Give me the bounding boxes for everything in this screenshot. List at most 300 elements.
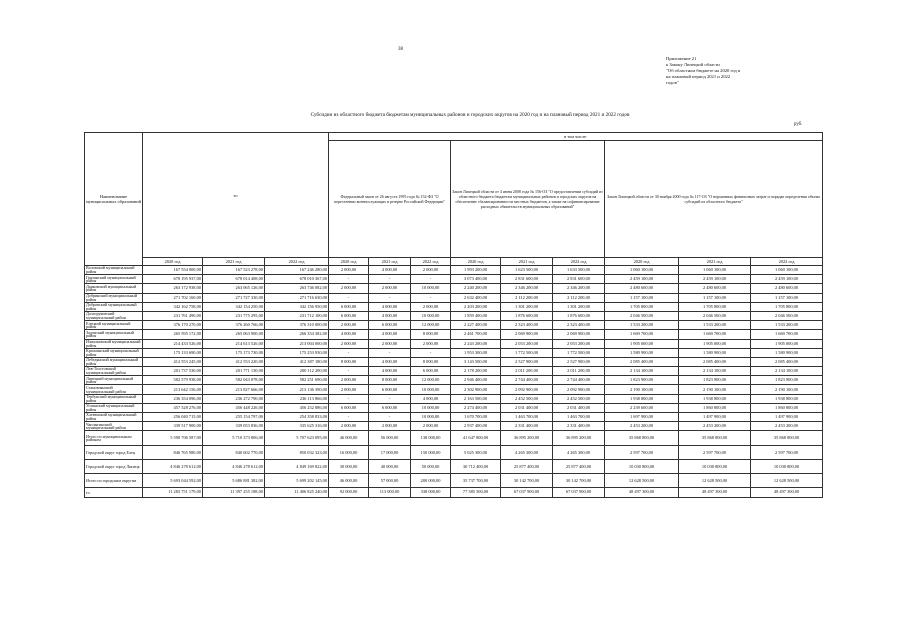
table-row [85, 266, 823, 275]
table-cell: 1 823 900,00 [751, 376, 823, 385]
table-cell: 2 453 200,00 [605, 422, 679, 431]
table-cell: - [411, 293, 451, 302]
table-cell: 1 860 800,00 [751, 403, 823, 412]
table-row [85, 367, 823, 376]
table-cell: 50 000,00 [411, 460, 451, 474]
table-cell: 11 283 751 179,00 [143, 488, 203, 497]
table-cell: - [329, 275, 369, 284]
row-name: Усманский муниципальный район [85, 403, 143, 412]
table-cell: 2 163 500,00 [451, 394, 501, 403]
table-cell: 2 011 200,00 [553, 367, 605, 376]
table-cell: 1 823 900,00 [605, 376, 679, 385]
table-cell: 35 737 700,00 [451, 474, 501, 488]
table-cell: 200 000,00 [411, 474, 451, 488]
table-cell: 2 240 200,00 [451, 284, 501, 293]
subsidy-table [84, 132, 823, 498]
table-row [85, 394, 823, 403]
row-name: Городской округ город Елец [85, 446, 143, 460]
table-cell: 2 046 500,00 [605, 311, 679, 320]
table-cell: 342 154 250,00 [203, 302, 265, 311]
table-cell: 2 134 100,00 [751, 367, 823, 376]
table-cell: 2 000,00 [411, 266, 451, 275]
table-cell: 48 497 300,00 [679, 488, 751, 497]
table-cell: 30 142 700,00 [553, 474, 605, 488]
table-cell: 6 000,00 [329, 403, 369, 412]
table-cell: 1 905 000,00 [605, 339, 679, 348]
table-cell: - [369, 275, 411, 284]
table-cell: 1 463 700,00 [501, 413, 553, 422]
table-cell: 339 053 836,00 [203, 422, 265, 431]
table-cell: 4 265 300,00 [553, 446, 605, 460]
table-cell: 254 358 833,00 [265, 413, 329, 422]
table-cell: 582 579 938,00 [143, 376, 203, 385]
year-header: 2022 год [265, 258, 329, 266]
table-cell: 231 712 100,00 [265, 311, 329, 320]
table-cell: 213 004 000,00 [265, 339, 329, 348]
table-cell: 2 134 100,00 [605, 367, 679, 376]
table-cell: 48 497 300,00 [605, 488, 679, 497]
row-name: Липецкий муниципальный район [85, 376, 143, 385]
year-header: 2021 год [501, 258, 553, 266]
header-including: в том числе: [329, 133, 823, 141]
table-cell: 12 628 500,00 [751, 474, 823, 488]
table-cell: 10 030 800,00 [751, 460, 823, 474]
table-cell: 2 000,00 [369, 339, 411, 348]
table-cell: 5 699 202 145,00 [265, 474, 329, 488]
table-cell: 1 580 900,00 [679, 348, 751, 357]
year-header: 2022 год [751, 258, 823, 266]
table-cell: 1 301 200,00 [553, 302, 605, 311]
year-header: 2020 год [451, 258, 501, 266]
table-row [85, 311, 823, 320]
table-cell: 150 000,00 [411, 446, 451, 460]
table-cell: 4 000,00 [369, 302, 411, 311]
row-name: Измалковский муниципальный район [85, 339, 143, 348]
table-cell: 1 670 700,00 [451, 413, 501, 422]
table-cell: 10 000,00 [411, 403, 451, 412]
table-cell: 2 190 100,00 [751, 385, 823, 394]
table-cell: 92 000,00 [329, 488, 369, 497]
header-total-column: то [143, 133, 329, 258]
table-cell: 2 597 700,00 [679, 446, 751, 460]
table-cell: 1 876 600,00 [501, 311, 553, 320]
table-cell: 1 533 200,00 [751, 321, 823, 330]
table-cell: 255 154 797,00 [203, 413, 265, 422]
table-cell: 456 448 226,00 [203, 403, 265, 412]
table-cell: 2 178 200,00 [451, 367, 501, 376]
table-cell: 10 000,00 [411, 311, 451, 320]
table-cell: 4 000,00 [369, 311, 411, 320]
table-cell: 231 761 490,00 [143, 311, 203, 320]
table-cell: 2 527 900,00 [501, 357, 553, 366]
table-cell: 2 000,00 [411, 339, 451, 348]
table-cell: 263 746 082,00 [265, 284, 329, 293]
table-cell: 30 712 400,00 [451, 460, 501, 474]
table-cell: 2 831 600,00 [501, 275, 553, 284]
table-cell: 214 433 526,00 [143, 339, 203, 348]
table-cell: 2 227 400,00 [451, 321, 501, 330]
table-cell: 2 000,00 [329, 376, 369, 385]
row-name: го [85, 488, 143, 497]
table-cell: 2 203 200,00 [451, 302, 501, 311]
table-cell: 1 953 300,00 [451, 348, 501, 357]
table-cell: 1 860 800,00 [679, 403, 751, 412]
table-cell: 30 000,00 [329, 460, 369, 474]
table-cell: 1 157 100,00 [751, 293, 823, 302]
table-cell: 2 000,00 [329, 385, 369, 394]
table-cell: 2 134 100,00 [679, 367, 751, 376]
table-cell: 4 000,00 [369, 330, 411, 339]
table-cell: 2 000,00 [329, 284, 369, 293]
table-row [85, 321, 823, 330]
table-cell: - [369, 413, 411, 422]
header-group-2: Закон Липецкой области от 4 июня 2008 года № 156-ОЗ "О предоставлении субсидий из областного бюджета бюджетам муниципальных районов и городских округов на обеспечение сбалансированности местных бюджетов, а также на софинансирование расходных обязательств муниципальных образований" [451, 141, 605, 258]
table-cell: 376 260 766,00 [203, 321, 265, 330]
row-name: Городской округ город Липецк [85, 460, 143, 474]
table-cell: 2 031 400,00 [553, 403, 605, 412]
table-cell: 1 669 700,00 [605, 330, 679, 339]
table-row [85, 357, 823, 366]
table-cell: 113 000,00 [369, 488, 411, 497]
table-cell: 56 000,00 [369, 431, 411, 446]
table-cell: 200 112 200,00 [265, 367, 329, 376]
page-number: 38 [398, 47, 403, 52]
table-cell: 4 000,00 [369, 266, 411, 275]
table-cell: 335 625 316,00 [265, 422, 329, 431]
table-cell: 25 877 400,00 [553, 460, 605, 474]
table-cell: 77 385 500,00 [451, 488, 501, 497]
table-cell: 2 190 100,00 [679, 385, 751, 394]
table-cell: 2 480 600,00 [605, 284, 679, 293]
table-cell: - [329, 293, 369, 302]
table-cell: 339 517 900,00 [143, 422, 203, 431]
table-cell: 6 000,00 [329, 311, 369, 320]
table-cell: 16 000,00 [329, 446, 369, 460]
table-cell: 2 112 200,00 [501, 293, 553, 302]
table-cell: 2 946 400,00 [451, 376, 501, 385]
table-cell: 10 000,00 [411, 385, 451, 394]
table-cell: 1 905 000,00 [751, 339, 823, 348]
table-cell: 1 772 500,00 [553, 348, 605, 357]
table-cell: 213 642 156,00 [143, 385, 203, 394]
table-cell: 11 397 255 188,00 [203, 488, 265, 497]
table-cell: 2 085 400,00 [679, 357, 751, 366]
table-cell: 5 590 706 587,00 [143, 431, 203, 446]
table-cell: 2 000,00 [329, 339, 369, 348]
table-cell: 30 142 700,00 [501, 474, 553, 488]
unit-label: руб. [794, 122, 803, 127]
table-cell: 2 331 400,00 [501, 422, 553, 431]
table-row [85, 339, 823, 348]
table-cell: 678 010 367,00 [265, 275, 329, 284]
row-name: Лев-Толстовский муниципальный район [85, 367, 143, 376]
table-cell: 265 595 172,00 [143, 330, 203, 339]
table-row [85, 460, 823, 474]
table-cell: 2 459 100,00 [679, 275, 751, 284]
table-row [85, 293, 823, 302]
row-name: Елецкий муниципальный район [85, 321, 143, 330]
table-cell: 846 765 980,00 [143, 446, 203, 460]
row-name: Долгоруковский муниципальный район [85, 311, 143, 320]
table-cell: 1 533 200,00 [605, 321, 679, 330]
year-header: 2020 год [143, 258, 203, 266]
table-cell: 1 633 500,00 [553, 266, 605, 275]
table-cell: 8 000,00 [411, 330, 451, 339]
table-cell: 4 265 300,00 [501, 446, 553, 460]
table-cell: 2 323 400,00 [553, 321, 605, 330]
table-cell: 5 686 881 382,00 [203, 474, 265, 488]
table-cell: 1 060 100,00 [605, 266, 679, 275]
table-cell: 271 716 630,00 [265, 293, 329, 302]
table-cell: 2 000,00 [329, 321, 369, 330]
table-row [85, 330, 823, 339]
table-cell: 10 000,00 [411, 284, 451, 293]
row-name: Чаплыгинский муниципальный район [85, 422, 143, 431]
year-header: 2020 год [605, 258, 679, 266]
table-cell: 138 000,00 [411, 431, 451, 446]
table-cell: 256 040 715,00 [143, 413, 203, 422]
table-cell: 8 000,00 [411, 357, 451, 366]
table-cell: 338 000,00 [411, 488, 451, 497]
table-row [85, 488, 823, 497]
table-cell: 678 195 937,00 [143, 275, 203, 284]
table-cell: 5 025 300,00 [451, 446, 501, 460]
table-cell: 6 000,00 [369, 385, 411, 394]
table-cell: 2 459 100,00 [605, 275, 679, 284]
appendix-line: к Закону Липецкой области [666, 62, 720, 67]
table-cell: 412 553 245,00 [143, 357, 203, 366]
table-cell: - [329, 413, 369, 422]
table-row [85, 275, 823, 284]
table-cell: 12 628 500,00 [679, 474, 751, 488]
table-cell: 2 346 200,00 [501, 284, 553, 293]
table-cell: 263 065 126,00 [203, 284, 265, 293]
table-cell: 36 895 200,00 [501, 431, 553, 446]
year-header: 2022 год [411, 258, 451, 266]
table-cell: 167 554 000,00 [143, 266, 203, 275]
table-cell: 2 480 600,00 [679, 284, 751, 293]
table-cell: 1 938 800,00 [605, 394, 679, 403]
table-cell: 35 868 800,00 [751, 431, 823, 446]
table-cell: 582 251 690,00 [265, 376, 329, 385]
table-cell: 457 528 276,00 [143, 403, 203, 412]
table-cell: 2 000,00 [369, 284, 411, 293]
table-cell: 4 846 278 612,00 [143, 460, 203, 474]
header-group-1: Федеральный закон от 26 августа 1995 года № 152-ФЗ "О переселении военнослужащих в резерве Российской Федерации" [329, 141, 451, 258]
row-name: Данковский муниципальный район [85, 284, 143, 293]
table-cell: 2 937 400,00 [451, 422, 501, 431]
table-cell: 1 497 900,00 [679, 413, 751, 422]
table-cell: 456 252 886,00 [265, 403, 329, 412]
table-cell: 2 046 500,00 [679, 311, 751, 320]
year-header: 2021 год [679, 258, 751, 266]
table-cell: 4 000,00 [369, 367, 411, 376]
table-cell: 48 497 300,00 [751, 488, 823, 497]
year-header: 2022 год [553, 258, 605, 266]
table-cell: 10 000,00 [411, 413, 451, 422]
table-cell: 1 157 100,00 [605, 293, 679, 302]
table-cell: 2 069 900,00 [501, 330, 553, 339]
table-cell: 3 143 500,00 [451, 357, 501, 366]
table-row [85, 302, 823, 311]
table-cell: 2 085 400,00 [605, 357, 679, 366]
table-cell: 12 628 500,00 [605, 474, 679, 488]
appendix-line: "Об областном бюджете на 2020 год и [666, 68, 741, 73]
table-cell: 2 597 700,00 [605, 446, 679, 460]
table-cell: 2 239 600,00 [605, 403, 679, 412]
table-cell: 2 459 100,00 [751, 275, 823, 284]
header-name-column: Наименование муниципальных образований [85, 133, 143, 266]
row-name: Добровский муниципальный район [85, 302, 143, 311]
table-cell: 2 452 500,00 [553, 394, 605, 403]
table-row [85, 284, 823, 293]
table-cell: 10 030 800,00 [679, 460, 751, 474]
table-cell: 2 092 900,00 [553, 385, 605, 394]
table-cell: 4 000,00 [411, 394, 451, 403]
table-cell: 236 272 790,00 [203, 394, 265, 403]
table-cell: 2 632 400,00 [451, 293, 501, 302]
table-cell: 582 043 078,00 [203, 376, 265, 385]
table-cell: 4 849 169 822,00 [265, 460, 329, 474]
table-cell: 376 310 000,00 [265, 321, 329, 330]
table-cell: 1 859 400,00 [451, 311, 501, 320]
table-cell: 8 000,00 [329, 357, 369, 366]
table-cell: 12 000,00 [411, 376, 451, 385]
table-cell: 2 000,00 [411, 302, 451, 311]
table-cell: - [369, 394, 411, 403]
table-cell: 214 613 526,00 [203, 339, 265, 348]
table-cell: 2 744 400,00 [501, 376, 553, 385]
row-name: Краснинский муниципальный район [85, 348, 143, 357]
row-name: Тербунский муниципальный район [85, 394, 143, 403]
table-cell: 2 053 200,00 [553, 339, 605, 348]
table-cell: 6 000,00 [411, 367, 451, 376]
table-cell: 1 463 700,00 [553, 413, 605, 422]
table-cell: 2 331 400,00 [553, 422, 605, 431]
table-cell: 271 727 330,00 [203, 293, 265, 302]
table-cell: 2 453 200,00 [679, 422, 751, 431]
table-cell: 1 697 900,00 [605, 413, 679, 422]
year-header-row [85, 258, 823, 266]
table-cell: 1 705 800,00 [605, 302, 679, 311]
row-name: Хлевенский муниципальный район [85, 413, 143, 422]
appendix-line: Приложение 21 [666, 56, 697, 61]
year-header: 2020 год [329, 258, 369, 266]
table-cell: 2 031 400,00 [501, 403, 553, 412]
table-cell: 201 771 130,00 [203, 367, 265, 376]
table-cell: - [329, 394, 369, 403]
table-row [85, 376, 823, 385]
table-cell: 213 827 666,00 [203, 385, 265, 394]
table-cell: 46 000,00 [329, 431, 369, 446]
table-cell: 1 772 500,00 [501, 348, 553, 357]
table-cell: 2 527 900,00 [553, 357, 605, 366]
table-cell: 412 553 220,00 [203, 357, 265, 366]
row-name: Лебедянский муниципальный район [85, 357, 143, 366]
table-cell: 5 710 373 806,00 [203, 431, 265, 446]
table-cell: 35 868 800,00 [605, 431, 679, 446]
table-row [85, 431, 823, 446]
table-cell: 46 000,00 [329, 474, 369, 488]
table-cell: 2 243 200,00 [451, 339, 501, 348]
table-cell: - [411, 348, 451, 357]
appendix-line: годов" [666, 80, 679, 85]
table-cell: 271 702 160,00 [143, 293, 203, 302]
table-cell: 67 037 900,00 [501, 488, 553, 497]
table-cell: 201 737 530,00 [143, 367, 203, 376]
table-cell: 231 775 295,00 [203, 311, 265, 320]
table-cell: 2 480 600,00 [751, 284, 823, 293]
table-cell: 2 000,00 [411, 422, 451, 431]
table-cell: 1 060 100,00 [679, 266, 751, 275]
table-cell: 376 170 270,00 [143, 321, 203, 330]
table-row [85, 348, 823, 357]
table-cell: - [329, 367, 369, 376]
table-cell: 265 063 900,00 [203, 330, 265, 339]
table-cell: 2 053 200,00 [501, 339, 553, 348]
table-cell: 2 453 200,00 [751, 422, 823, 431]
table-cell: 3 073 400,00 [451, 275, 501, 284]
table-cell: 2 112 200,00 [553, 293, 605, 302]
table-cell: 1 938 800,00 [679, 394, 751, 403]
table-cell: 236 113 866,00 [265, 394, 329, 403]
table-cell: 1 705 800,00 [751, 302, 823, 311]
table-cell: 25 877 400,00 [501, 460, 553, 474]
row-name: Становлянский муниципальный район [85, 385, 143, 394]
table-cell: 1 993 200,00 [451, 266, 501, 275]
table-cell: 10 030 800,00 [605, 460, 679, 474]
table-row [85, 413, 823, 422]
table-cell: 17 000,00 [369, 446, 411, 460]
table-cell: 6 000,00 [369, 403, 411, 412]
table-cell: - [369, 293, 411, 302]
table-cell: 2 744 400,00 [553, 376, 605, 385]
table-row [85, 474, 823, 488]
table-cell: 1 060 100,00 [751, 266, 823, 275]
year-header: 2021 год [369, 258, 411, 266]
table-cell: 1 938 800,00 [751, 394, 823, 403]
table-row [85, 422, 823, 431]
table-cell: 2 000,00 [329, 422, 369, 431]
table-cell: 175 133 690,00 [143, 348, 203, 357]
table-cell: 11 406 825 240,00 [265, 488, 329, 497]
table-cell: 1 823 900,00 [679, 376, 751, 385]
table-cell: 40 000,00 [369, 460, 411, 474]
row-name: Итого по городским округам [85, 474, 143, 488]
table-cell: 2 597 700,00 [751, 446, 823, 460]
table-cell: 342 162 758,00 [143, 302, 203, 311]
table-cell: 2 452 500,00 [501, 394, 553, 403]
table-cell: 840 602 770,00 [203, 446, 265, 460]
table-cell: 2 190 100,00 [605, 385, 679, 394]
table-cell: 1 497 900,00 [751, 413, 823, 422]
table-cell: - [329, 348, 369, 357]
table-cell: 2 000,00 [329, 266, 369, 275]
table-cell: 266 354 382,00 [265, 330, 329, 339]
table-cell: 850 032 323,00 [265, 446, 329, 460]
table-cell: 412 387 180,00 [265, 357, 329, 366]
table-cell: 12 000,00 [411, 321, 451, 330]
table-cell: 1 669 700,00 [751, 330, 823, 339]
table-cell: 2 831 600,00 [553, 275, 605, 284]
table-cell: 2 092 900,00 [501, 385, 553, 394]
table-cell: 6 000,00 [329, 302, 369, 311]
table-cell: 2 011 200,00 [501, 367, 553, 376]
table-cell: 2 302 900,00 [451, 385, 501, 394]
table-cell: 678 014 408,00 [203, 275, 265, 284]
row-name: Итого по муниципальным районам [85, 431, 143, 446]
table-cell: 1 905 000,00 [679, 339, 751, 348]
